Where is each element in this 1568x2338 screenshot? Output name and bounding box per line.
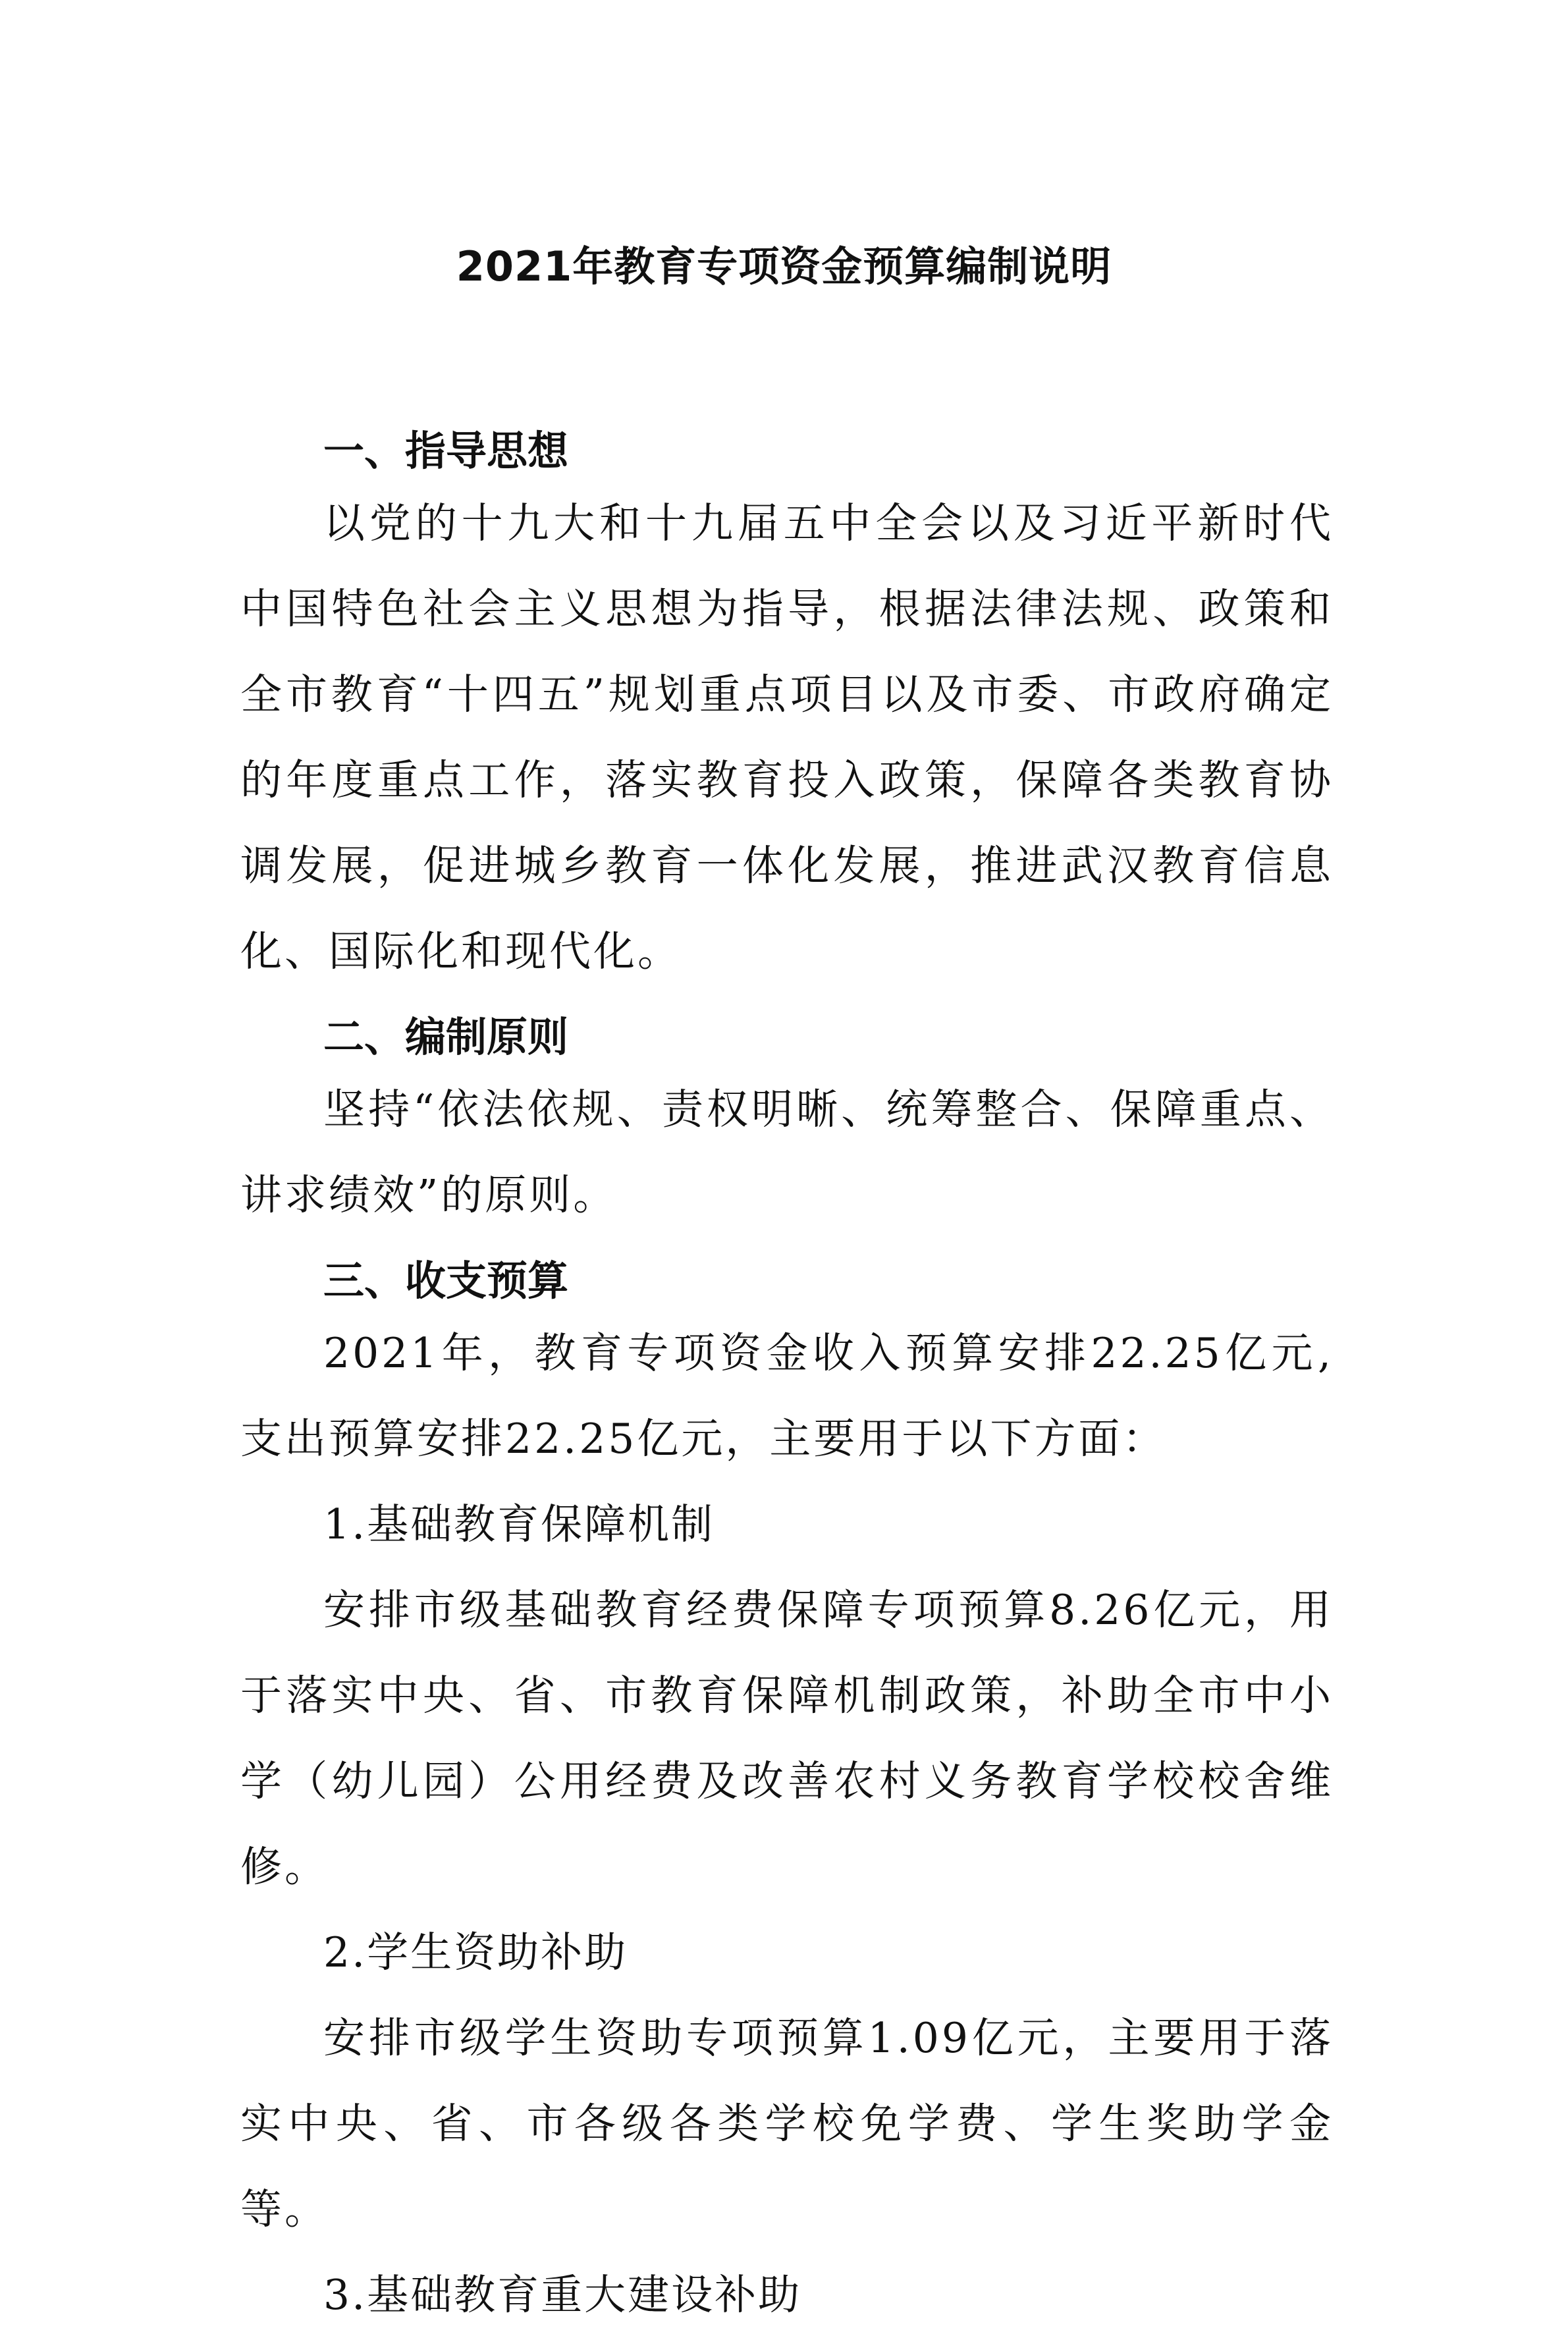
- section-heading-guiding-ideology: 一、指导思想: [323, 427, 569, 475]
- spacer: [240, 1238, 1334, 1251]
- section-heading-principles: 二、编制原则: [323, 1013, 569, 1061]
- section-paragraph-guiding-ideology: 以党的十九大和十九届五中全会以及习近平新时代中国特色社会主义思想为指导，根据法律法规、政策和全市教育“十四五”规划重点项目以及市委、市政府确定的年度重点工作，落实教育投入政策，保障各类教育协调发展，促进城乡教育一体化发展，推进武汉教育信息化、国际化和现代化。: [240, 499, 1334, 975]
- budget-item-paragraph: 安排市级学生资助专项预算1.09亿元，主要用于落实中央、省、市各级各类学校免学费、学生奖助学金等。: [240, 2014, 1334, 2233]
- section-paragraph-principles: 坚持“依法依规、责权明晰、统筹整合、保障重点、讲求绩效”的原则。: [240, 1085, 1334, 1219]
- budget-item-paragraph: 安排市级基础教育经费保障专项预算8.26亿元，用于落实中央、省、市教育保障机制政策，补助全市中小学（幼儿园）公用经费及改善农村义务教育学校校舍维修。: [240, 1586, 1334, 1891]
- spacer: [240, 994, 1334, 1008]
- budget-item-label: 1.基础教育保障机制: [323, 1500, 715, 1548]
- section-heading-budget: 三、收支预算: [323, 1257, 569, 1305]
- section-paragraph-budget: 2021年，教育专项资金收入预算安排22.25亿元,支出预算安排22.25亿元，主要用于以下方面：: [240, 1329, 1334, 1463]
- document-title: 2021年教育专项资金预算编制说明: [456, 242, 1112, 290]
- document-body: [240, 421, 1334, 2338]
- budget-item-label: 3.基础教育重大建设补助: [323, 2271, 802, 2319]
- budget-item-label: 2.学生资助补助: [323, 1928, 628, 1976]
